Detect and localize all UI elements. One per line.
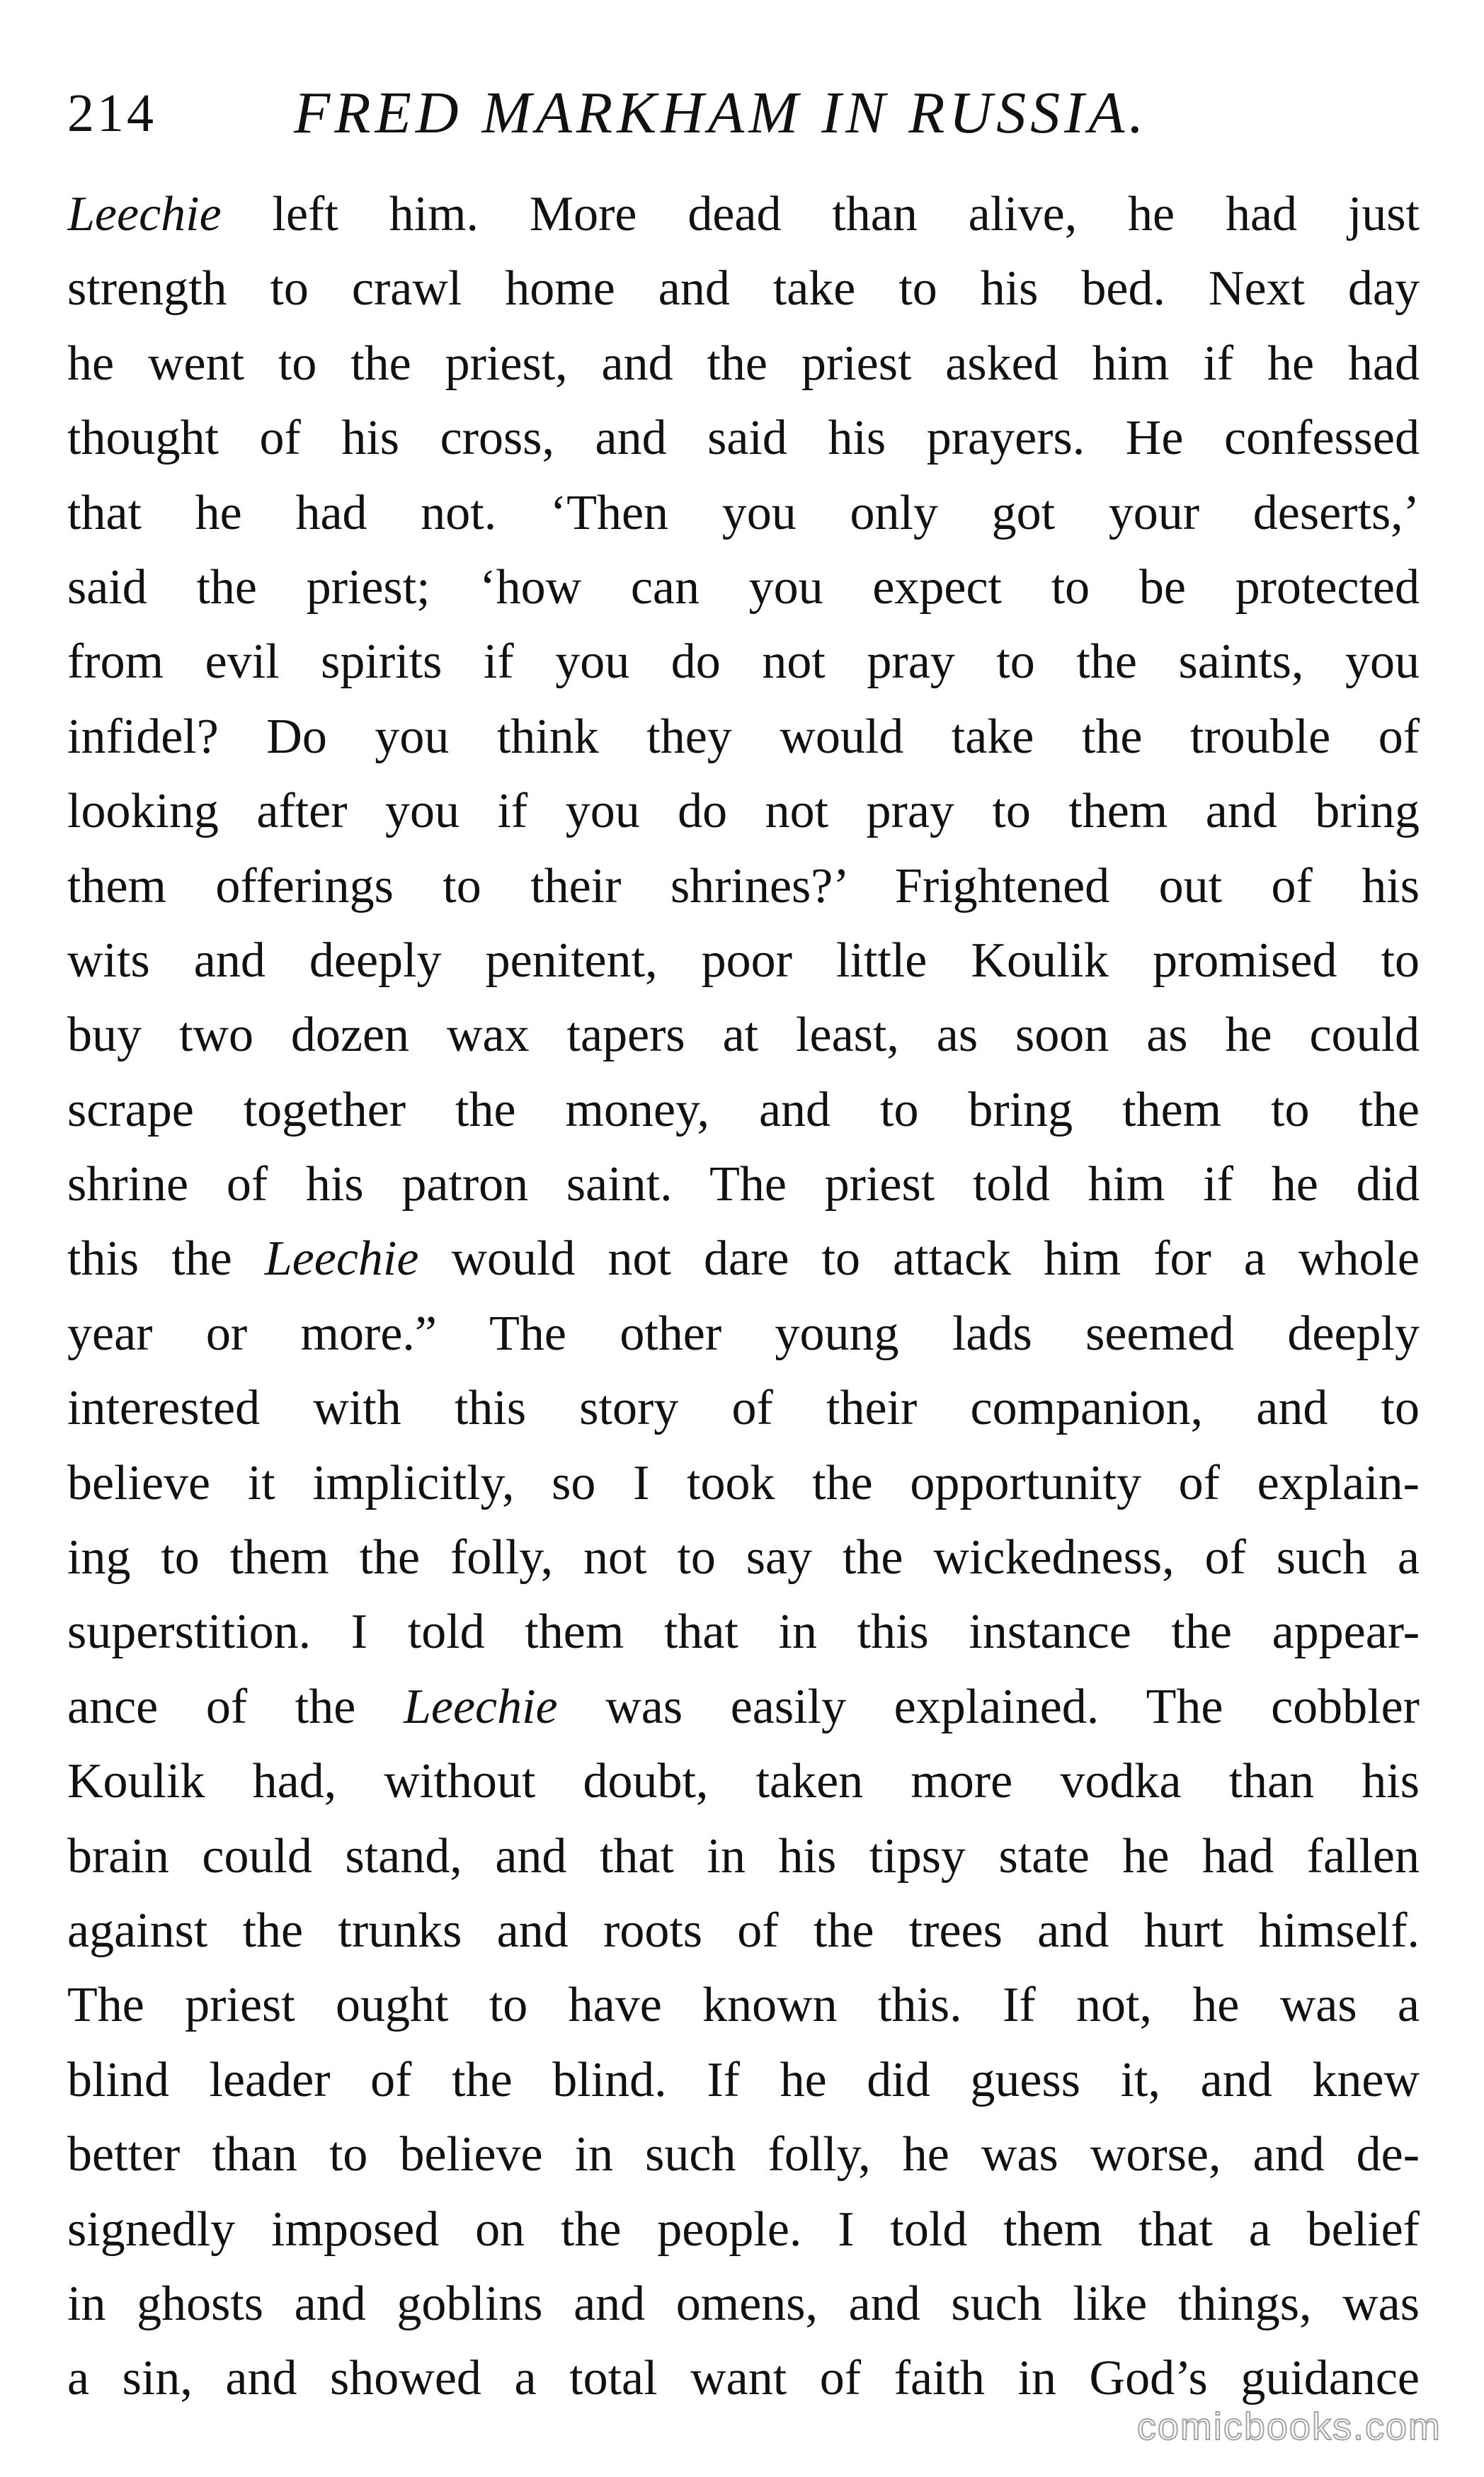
italic-term: Leechie [403,1679,558,1734]
italic-term: Leechie [264,1231,419,1287]
text-segment: looking after you if you do not pray to them and bring [67,784,1420,839]
page-header [67,67,1420,159]
text-line [67,251,1420,326]
text-segment: scrape together the money, and to bring them to the [67,1082,1420,1137]
text-line [67,1297,1420,1371]
text-line [67,1894,1420,1968]
text-segment: that he had not. ‘Then you only got your deserts,’ [67,485,1420,540]
text-segment: left him. More dead than alive, he had just [221,187,1420,241]
text-segment: brain could stand, and that in his tipsy state he had fallen [67,1828,1420,1884]
text-line [67,700,1420,774]
text-line [67,2117,1420,2192]
text-line [67,2267,1420,2341]
text-line [67,2043,1420,2117]
text-line [67,1446,1420,1520]
text-segment: a sin, and showed a total want of faith in God’s guidance [67,2351,1420,2406]
text-line [67,177,1420,251]
text-segment: thought of his cross, and said his prayers. He confessed [67,411,1420,466]
text-segment: interested with this story of their companion, and to [67,1381,1420,1436]
text-segment: infidel? Do you think they would take the trouble of [67,709,1420,764]
text-line [67,476,1420,550]
text-segment: from evil spirits if you do not pray to the saints, you [67,634,1420,690]
text-segment: wits and deeply penitent, poor little Koulik promised to [67,933,1420,988]
text-segment: in ghosts and goblins and omens, and such like things, was [67,2276,1420,2331]
text-line [67,1520,1420,1595]
text-line [67,326,1420,401]
text-segment: ance of the [67,1679,404,1734]
text-line [67,401,1420,475]
text-segment: The priest ought to have known this. If not, he was a [67,1978,1420,2033]
text-segment: was easily explained. The cobbler [557,1679,1420,1734]
text-segment: said the priest; ‘how can you expect to be protected [67,559,1420,615]
text-segment: better than to believe in such folly, he was worse, and de- [67,2127,1420,2182]
text-line [67,1222,1420,1296]
watermark: comicbooks.com [1136,2405,1442,2448]
text-line [67,1968,1420,2042]
text-line [67,774,1420,848]
text-line [67,998,1420,1072]
text-line [67,2192,1420,2267]
text-segment: superstition. I told them that in this instance the appear- [67,1605,1420,1660]
text-segment: signedly imposed on the people. I told them that a belief [67,2202,1420,2257]
text-line [67,1147,1420,1222]
text-line [67,1595,1420,1669]
text-line [67,1670,1420,1744]
text-segment: ing to them the folly, not to say the wickedness, of such a [67,1530,1420,1585]
text-segment: shrine of his patron saint. The priest told him if he did [67,1157,1420,1212]
text-segment: would not dare to attack him for a whole [418,1231,1420,1287]
text-line [67,1073,1420,1147]
text-segment: believe it implicitly, so I took the opportunity of explain- [67,1455,1420,1510]
text-segment: he went to the priest, and the priest asked him if he had [67,336,1420,391]
page-number: 214 [67,84,156,143]
text-segment: them offerings to their shrines?’ Frightened out of his [67,858,1420,913]
body-text [67,177,1420,2416]
text-line [67,849,1420,923]
text-segment: this the [67,1231,265,1287]
text-line [67,1371,1420,1445]
text-segment: against the trunks and roots of the trees and hurt himself. [67,1903,1420,1958]
text-segment: year or more.” The other young lads seemed deeply [67,1306,1420,1361]
text-line [67,923,1420,998]
text-segment: strength to crawl home and take to his bed. Next day [67,261,1420,317]
text-line [67,625,1420,699]
italic-term: Leechie [67,187,222,241]
text-segment: buy two dozen wax tapers at least, as soon as he could [67,1008,1420,1063]
text-segment: Koulik had, without doubt, taken more vodka than his [67,1754,1420,1809]
text-line [67,1744,1420,1818]
text-segment: blind leader of the blind. If he did guess it, and knew [67,2052,1420,2107]
text-line [67,550,1420,625]
running-title: FRED MARKHAM IN RUSSIA. [294,80,1148,146]
text-line [67,1819,1420,1894]
